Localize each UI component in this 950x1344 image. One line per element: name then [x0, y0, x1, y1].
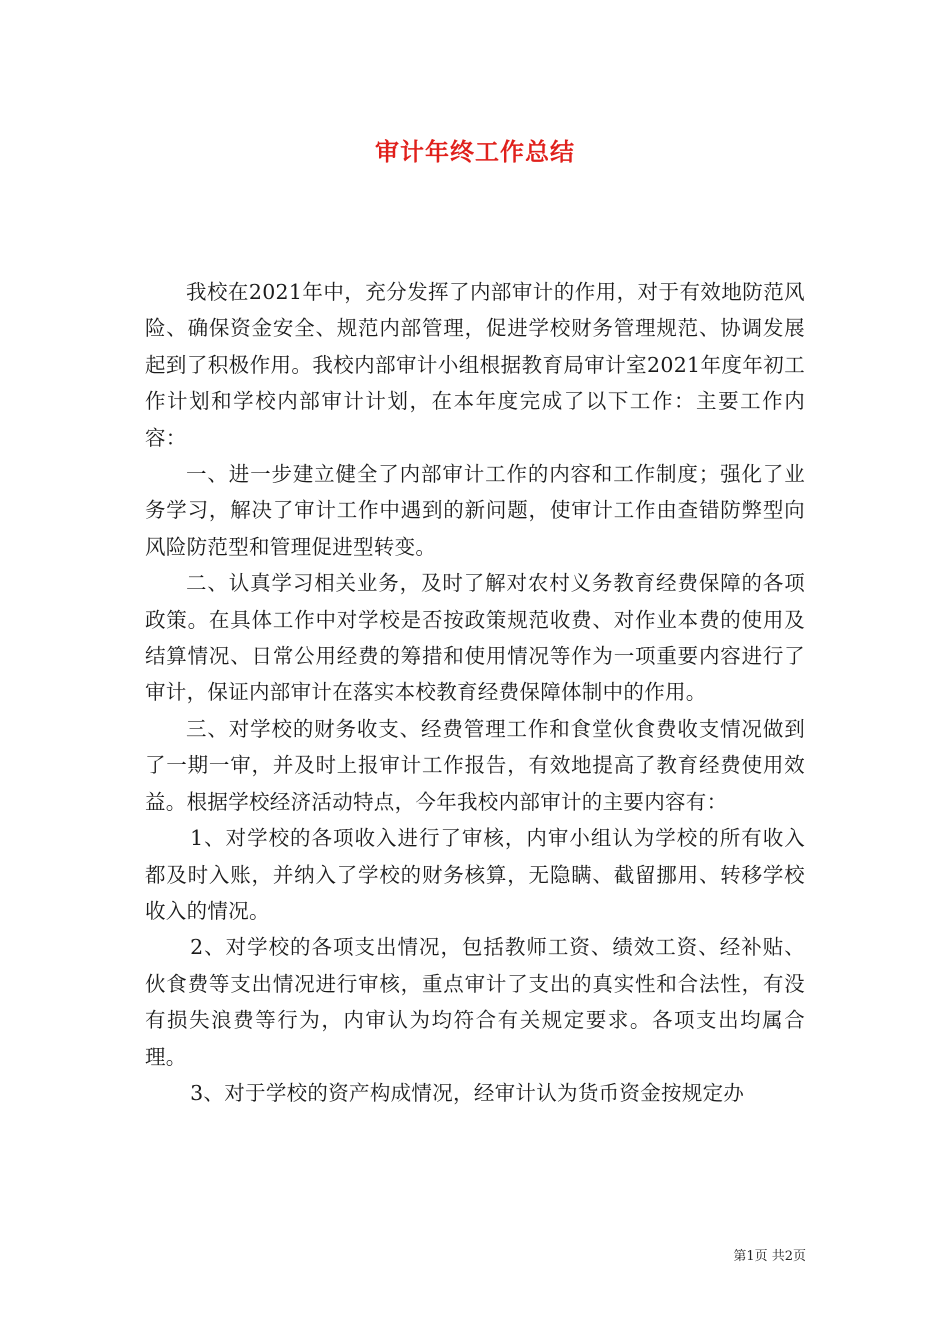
document-title: 审计年终工作总结: [375, 138, 575, 166]
paragraph-item-3: 3、对于学校的资产构成情况，经审计认为货币资金按规定办: [190, 1080, 745, 1105]
paragraph-intro: 我校在2021年中，充分发挥了内部审计的作用，对于有效地防范风险、确保资金安全、规范内部管理，促进学校财务管理规范、协调发展起到了积极作用。我校内部审计小组根据教育局审计室2021年度年初工作计划和学校内部审计计划，在本年度完成了以下工作：主要工作内容：: [145, 280, 805, 450]
paragraph-section-3: 三、对学校的财务收支、经费管理工作和食堂伙食费收支情况做到了一期一审，并及时上报审计工作报告，有效地提高了教育经费使用效益。根据学校经济活动特点，今年我校内部审计的主要内容有：: [145, 716, 805, 814]
paragraph-item-1: 1、对学校的各项收入进行了审核，内审小组认为学校的所有收入都及时入账，并纳入了学校的财务核算，无隐瞒、截留挪用、转移学校收入的情况。: [145, 826, 805, 923]
paragraph-item-2: 2、对学校的各项支出情况，包括教师工资、绩效工资、经补贴、伙食费等支出情况进行审核，重点审计了支出的真实性和合法性，有没有损失浪费等行为，内审认为均符合有关规定要求。各项支出均属合理。: [145, 935, 805, 1069]
document-body: [145, 274, 805, 1111]
paragraph-section-1: 一、进一步建立健全了内部审计工作的内容和工作制度；强化了业务学习，解决了审计工作中遇到的新问题，使审计工作由查错防弊型向风险防范型和管理促进型转变。: [145, 462, 805, 559]
paragraph-section-2: 二、认真学习相关业务，及时了解对农村义务教育经费保障的各项政策。在具体工作中对学校是否按政策规范收费、对作业本费的使用及结算情况、日常公用经费的筹措和使用情况等作为一项重要内容进行了审计，保证内部审计在落实本校教育经费保障体制中的作用。: [145, 571, 805, 705]
page-number-footer: 第1页 共2页: [733, 1249, 806, 1264]
